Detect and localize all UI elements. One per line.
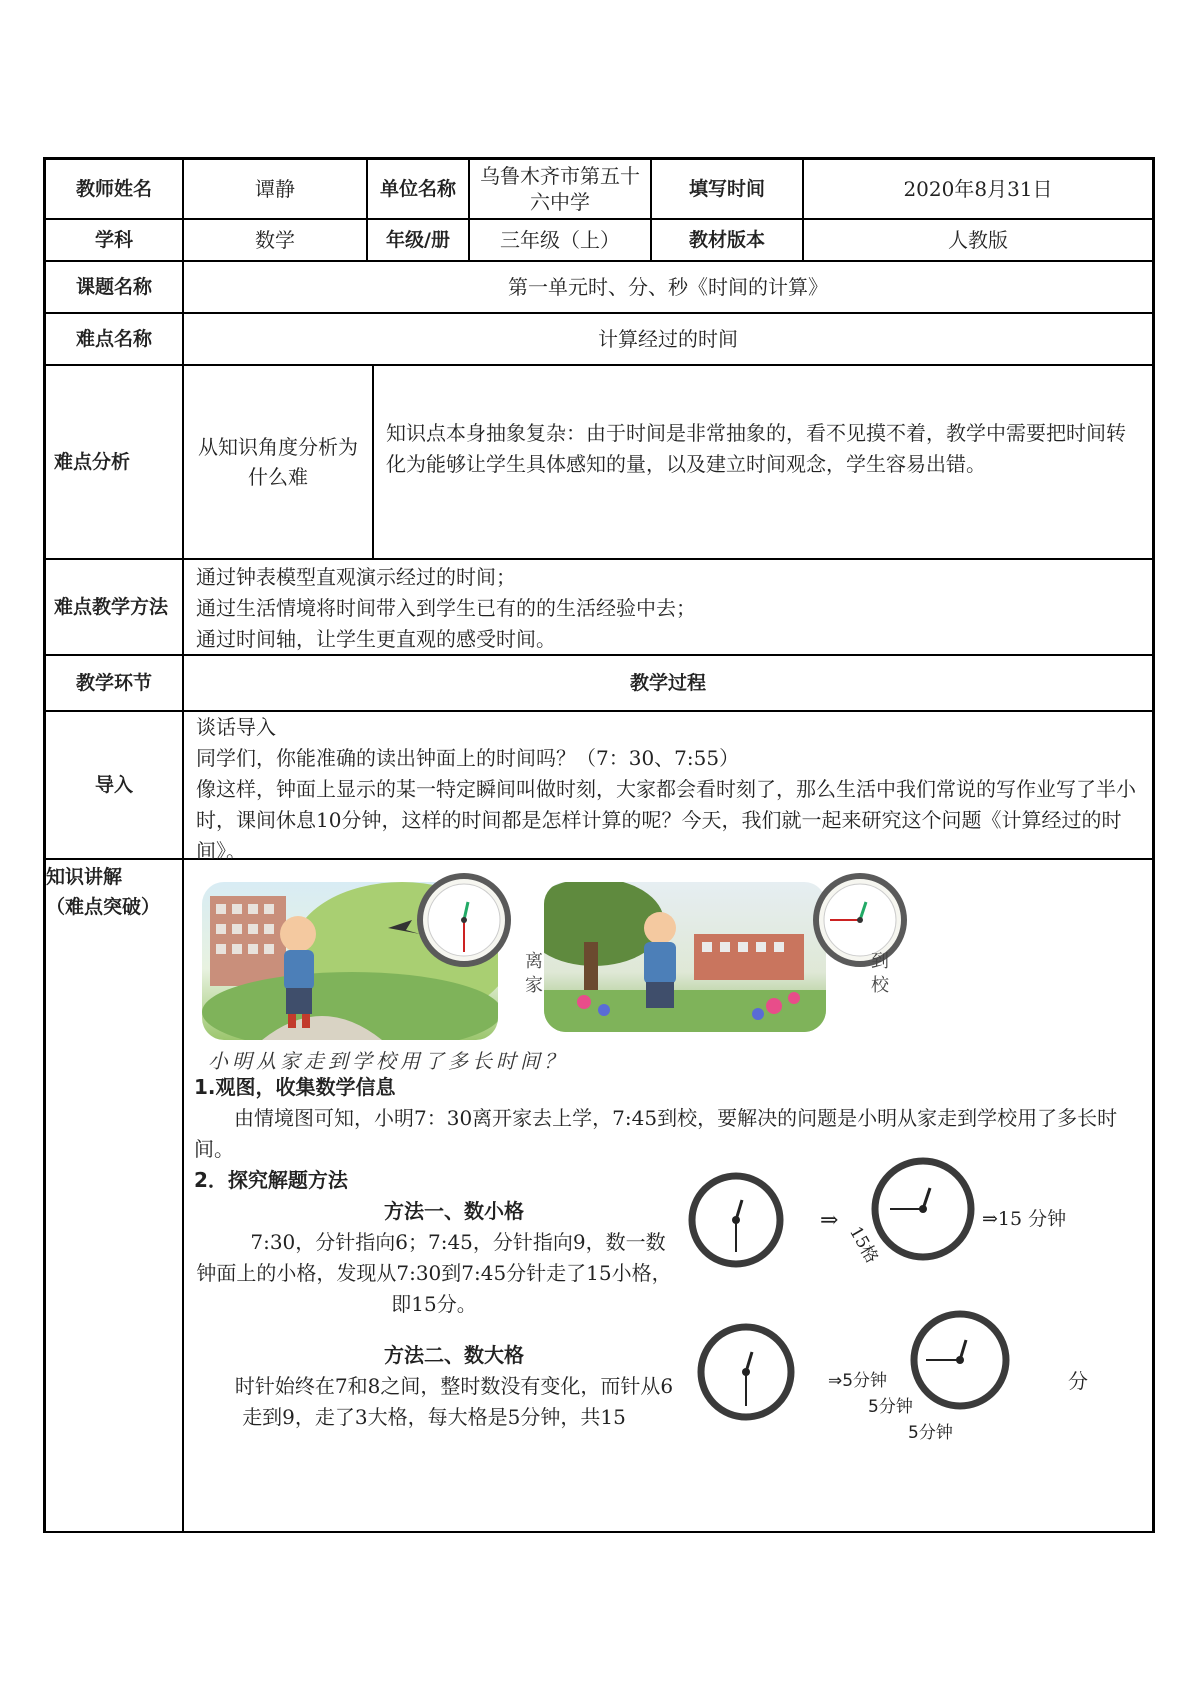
method1-result: ⇒15 分钟 (982, 1208, 1067, 1230)
knowledge-content (183, 859, 1153, 1533)
step1-title: 1.观图，收集数学信息 (194, 1075, 396, 1099)
method2-trail: 分 (1068, 1369, 1088, 1393)
edition-value: 人教版 (803, 219, 1153, 261)
analysis-sub-label: 从知识角度分析为什么难 (183, 365, 373, 559)
analysis-text (373, 365, 1153, 559)
method2-text: 时针始终在7和8之间，整时数没有变化，而针从6走到9，走了3大格，每大格是5分钟，共15 (234, 1374, 674, 1429)
intro-line-2: 同学们，你能准确的读出钟面上的时间吗？（7：30、7:55） (196, 746, 740, 770)
difficulty-label: 难点名称 (45, 313, 183, 365)
method2-clock-start (696, 1322, 796, 1430)
arrive-school-picture (544, 882, 826, 1032)
method2-block (194, 1340, 674, 1433)
method-label: 难点教学方法 (45, 559, 183, 655)
unit-value: 乌鲁木齐市第五十六中学 (469, 159, 651, 219)
method1-title: 方法一、数小格 (384, 1199, 524, 1223)
method2-clock-end (908, 1308, 1012, 1420)
knowledge-label (45, 859, 183, 1533)
lesson-plan-table (43, 157, 1155, 1533)
edition-label: 教材版本 (651, 219, 803, 261)
analysis-paragraph: 知识点本身抽象复杂：由于时间是非常抽象的，看不见摸不着，教学中需要把时间转化为能够让学生具体感知的量，以及建立时间观念，学生容易出错。 (386, 421, 1126, 476)
method1-clock-end (870, 1156, 976, 1270)
analysis-label: 难点分析 (45, 365, 183, 559)
process-value: 教学过程 (183, 655, 1153, 711)
unit-label: 单位名称 (367, 159, 469, 219)
knowledge-label-line1: 知识讲解 (46, 866, 123, 888)
arrive-school-caption: 到校 (871, 951, 889, 996)
process-label: 教学环节 (45, 655, 183, 711)
date-label: 填写时间 (651, 159, 803, 219)
intro-label: 导入 (45, 711, 183, 859)
leave-home-clock (416, 872, 512, 976)
leave-home-caption: 离家 (525, 951, 543, 996)
method2-title: 方法二、数大格 (384, 1343, 524, 1367)
method1-note: 15格 (844, 1223, 882, 1267)
method2-label-3: 5分钟 (908, 1423, 953, 1443)
question-text: 小明从家走到学校用了多长时间？ (208, 1049, 568, 1073)
intro-line-3: 像这样，钟面上显示的某一特定瞬间叫做时刻，大家都会看时刻了，那么生活中我们常说的写作业写了半小时，课间休息10分钟，这样的时间都是怎样计算的呢？今天，我们就一起来研究这个问题《计算经过的时间》。 (196, 777, 1136, 863)
method1-text: 7:30，分针指向6；7:45，分针指向9，数一数钟面上的小格，发现从7:30到7:45分针走了15小格，即15分。 (196, 1230, 672, 1316)
date-value: 2020年8月31日 (803, 159, 1153, 219)
method-text (183, 559, 1153, 655)
teacher-label: 教师姓名 (45, 159, 183, 219)
arrive-school-clock (812, 872, 908, 976)
step1-block (184, 1072, 1154, 1196)
method1-arrow: ⇒ (820, 1208, 839, 1233)
method-line-3: 通过时间轴，让学生更直观的感受时间。 (196, 627, 556, 651)
method-line-2: 通过生活情境将时间带入到学生已有的的生活经验中去； (196, 596, 696, 620)
subject-label: 学科 (45, 219, 183, 261)
difficulty-value: 计算经过的时间 (183, 313, 1153, 365)
grade-label: 年级/册 (367, 219, 469, 261)
method1-block (194, 1196, 674, 1320)
method2-label-2: 5分钟 (868, 1397, 913, 1417)
topic-label: 课题名称 (45, 261, 183, 313)
step2-title: 2．探究解题方法 (194, 1168, 348, 1192)
step1-text: 由情境图可知，小明7：30离开家去上学，7:45到校，要解决的问题是小明从家走到学校用了多长时间。 (194, 1106, 1118, 1161)
intro-text (183, 711, 1153, 863)
topic-value: 第一单元时、分、秒《时间的计算》 (183, 261, 1153, 313)
knowledge-label-line2: （难点突破） (46, 896, 161, 918)
teacher-value: 谭静 (183, 159, 367, 219)
method1-clock-start (688, 1172, 784, 1276)
method2-label-1: ⇒5分钟 (828, 1371, 888, 1391)
intro-line-1: 谈话导入 (196, 715, 276, 739)
grade-value: 三年级（上） (469, 219, 651, 261)
subject-value: 数学 (183, 219, 367, 261)
method-line-1: 通过钟表模型直观演示经过的时间； (196, 565, 516, 589)
